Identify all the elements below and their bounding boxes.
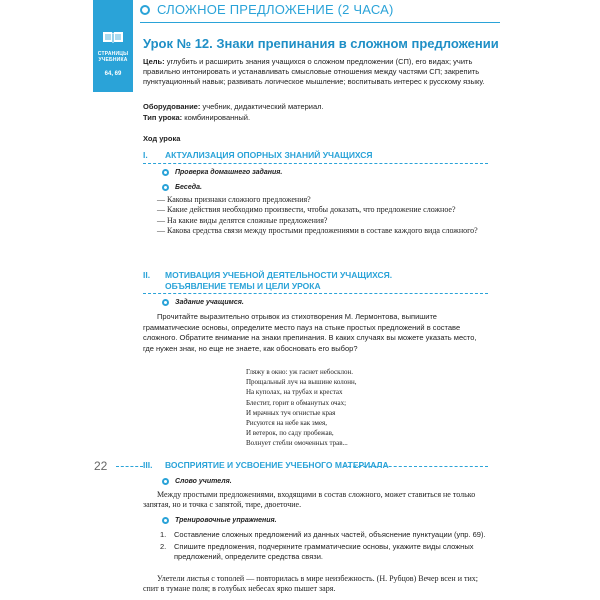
section-2-title-line2: ОБЪЯВЛЕНИЕ ТЕМЫ И ЦЕЛИ УРОКА bbox=[165, 281, 321, 291]
sub-training-label: Тренировочные упражнения. bbox=[175, 517, 277, 524]
header-divider bbox=[140, 22, 500, 23]
type-label: Тип урока: bbox=[143, 113, 183, 122]
section-3-number: III. bbox=[143, 460, 153, 470]
section-2-divider bbox=[143, 293, 488, 294]
section-header-title: СЛОЖНОЕ ПРЕДЛОЖЕНИЕ (2 ЧАСА) bbox=[157, 2, 394, 17]
talk-question: — Какова средства связи между простыми предложениями в составе каждого вида сложного? bbox=[157, 225, 478, 235]
goals-label: Цель: bbox=[143, 57, 165, 66]
poem-line: Рисуются на небе как змея, bbox=[246, 419, 328, 428]
sub-teacher bbox=[162, 478, 232, 485]
section-2-number: II. bbox=[143, 270, 151, 280]
bullet-icon bbox=[162, 478, 169, 485]
bullet-icon bbox=[162, 169, 169, 176]
exercise-item bbox=[160, 542, 488, 562]
section-2-heading bbox=[143, 270, 488, 294]
sub-task bbox=[162, 299, 244, 306]
talk-question: — На какие виды делятся сложные предложения? bbox=[157, 215, 328, 225]
section-2-title bbox=[165, 270, 392, 292]
poem-line: Прощальный луч на вышине колонн, bbox=[246, 378, 357, 387]
sub-talk-label: Беседа. bbox=[175, 184, 202, 191]
section-1-title: АКТУАЛИЗАЦИЯ ОПОРНЫХ ЗНАНИЙ УЧАЩИХСЯ bbox=[165, 150, 373, 160]
sub-teacher-label: Слово учителя. bbox=[175, 478, 232, 485]
bullet-icon bbox=[162, 517, 169, 524]
section-header bbox=[140, 2, 394, 17]
page-number-rule bbox=[116, 466, 143, 467]
badge-pages: 64, 69 bbox=[104, 71, 122, 77]
sub-talk bbox=[162, 184, 202, 191]
open-book-icon bbox=[93, 30, 133, 49]
example-text bbox=[143, 574, 488, 595]
section-3-heading bbox=[143, 460, 488, 474]
exercise-number: 1. bbox=[160, 530, 167, 539]
section-3-divider bbox=[343, 466, 488, 467]
badge-label: СТРАНИЦЫ УЧЕБНИКА bbox=[97, 51, 129, 63]
poem bbox=[246, 367, 357, 449]
section-3-title: ВОСПРИЯТИЕ И УСВОЕНИЕ УЧЕБНОГО МАТЕРИАЛА bbox=[165, 460, 389, 470]
task-text: Прочитайте выразительно отрывок из стихотворения М. Лермонтова, выпишите грамматические основы, определите место пауз на стыке простых предложений в составе сложного. Обратите внимание на знаки препинания. В каких случаях вы можете указать место, где нужен знак, но еще не знаете, как обосновать его выбор? bbox=[143, 312, 477, 353]
talk-question: — Каковы признаки сложного предложения? bbox=[157, 195, 311, 204]
equipment-text: учебник, дидактический материал. bbox=[202, 102, 324, 111]
exercise-number: 2. bbox=[160, 542, 167, 551]
sub-homework-label: Проверка домашнего задания. bbox=[175, 169, 283, 176]
exercise-text: Составление сложных предложений из данных частей, объяснение пунктуации (упр. 69). bbox=[174, 530, 486, 539]
talk-questions bbox=[143, 195, 488, 236]
teacher-paragraph: Между простыми предложениями, входящими в состав сложного, может ставиться не только запятая, но и точка с запятой, тире, двоеточие. bbox=[143, 490, 476, 510]
section-2-title-line1: МОТИВАЦИЯ УЧЕБНОЙ ДЕЯТЕЛЬНОСТИ УЧАЩИХСЯ. bbox=[165, 270, 393, 280]
page-number: 22 bbox=[94, 459, 108, 473]
section-1-heading bbox=[143, 150, 488, 164]
exercise-item bbox=[160, 530, 488, 540]
circle-bullet-icon bbox=[140, 5, 150, 15]
lesson-title: Урок № 12. Знаки препинания в сложном предложении bbox=[143, 36, 499, 51]
sub-task-label: Задание учащимся. bbox=[175, 299, 244, 306]
talk-question: — Какие действия необходимо произвести, чтобы доказать, что предложение сложное? bbox=[157, 205, 456, 215]
bullet-icon bbox=[162, 299, 169, 306]
lesson-type bbox=[143, 113, 488, 123]
poem-line: Блестит, горит в обманутых очах; bbox=[246, 398, 347, 407]
section-1-divider bbox=[143, 163, 488, 164]
sub-training bbox=[162, 517, 277, 524]
exercise-list bbox=[160, 530, 488, 564]
textbook-pages-badge bbox=[93, 0, 133, 92]
poem-line: И мрачных туч огнистые края bbox=[246, 408, 336, 417]
exercise-text: Спишите предложения, подчеркните грамматические основы, укажите виды сложных предложений, определите средства связи. bbox=[174, 542, 474, 561]
poem-line: Гляжу в окно: уж гаснет небосклон. bbox=[246, 368, 354, 376]
equipment-label: Оборудование: bbox=[143, 102, 201, 111]
section-1-number: I. bbox=[143, 150, 148, 160]
lesson-equipment bbox=[143, 102, 488, 112]
bullet-icon bbox=[162, 184, 169, 191]
poem-line: И ветерок, по саду пробежав, bbox=[246, 429, 334, 438]
goals-text: углубить и расширить знания учащихся о сложном предложении (СП), его видах; учить правильно интонировать и устанавливать смысловые отношения между частями СП; закрепить пунктуационный навык; развивать логическое мышление; воспитывать интерес к русскому языку. bbox=[143, 57, 485, 86]
poem-line: На куполах, на трубах и крестах bbox=[246, 388, 343, 397]
course-heading: Ход урока bbox=[143, 134, 181, 143]
teacher-text bbox=[143, 490, 488, 511]
lesson-goals bbox=[143, 57, 488, 87]
sub-homework bbox=[162, 169, 282, 176]
poem-line: Волнует стебли омоченных трав... bbox=[246, 439, 348, 448]
type-text: комбинированный. bbox=[184, 113, 251, 122]
example-paragraph: Улетели листья с тополей — повторилась в мире неизбежность. (Н. Рубцов) Вечер всен и тих; спит в тумане поля; в голубых небесах ярко пышет заря. bbox=[143, 574, 478, 594]
